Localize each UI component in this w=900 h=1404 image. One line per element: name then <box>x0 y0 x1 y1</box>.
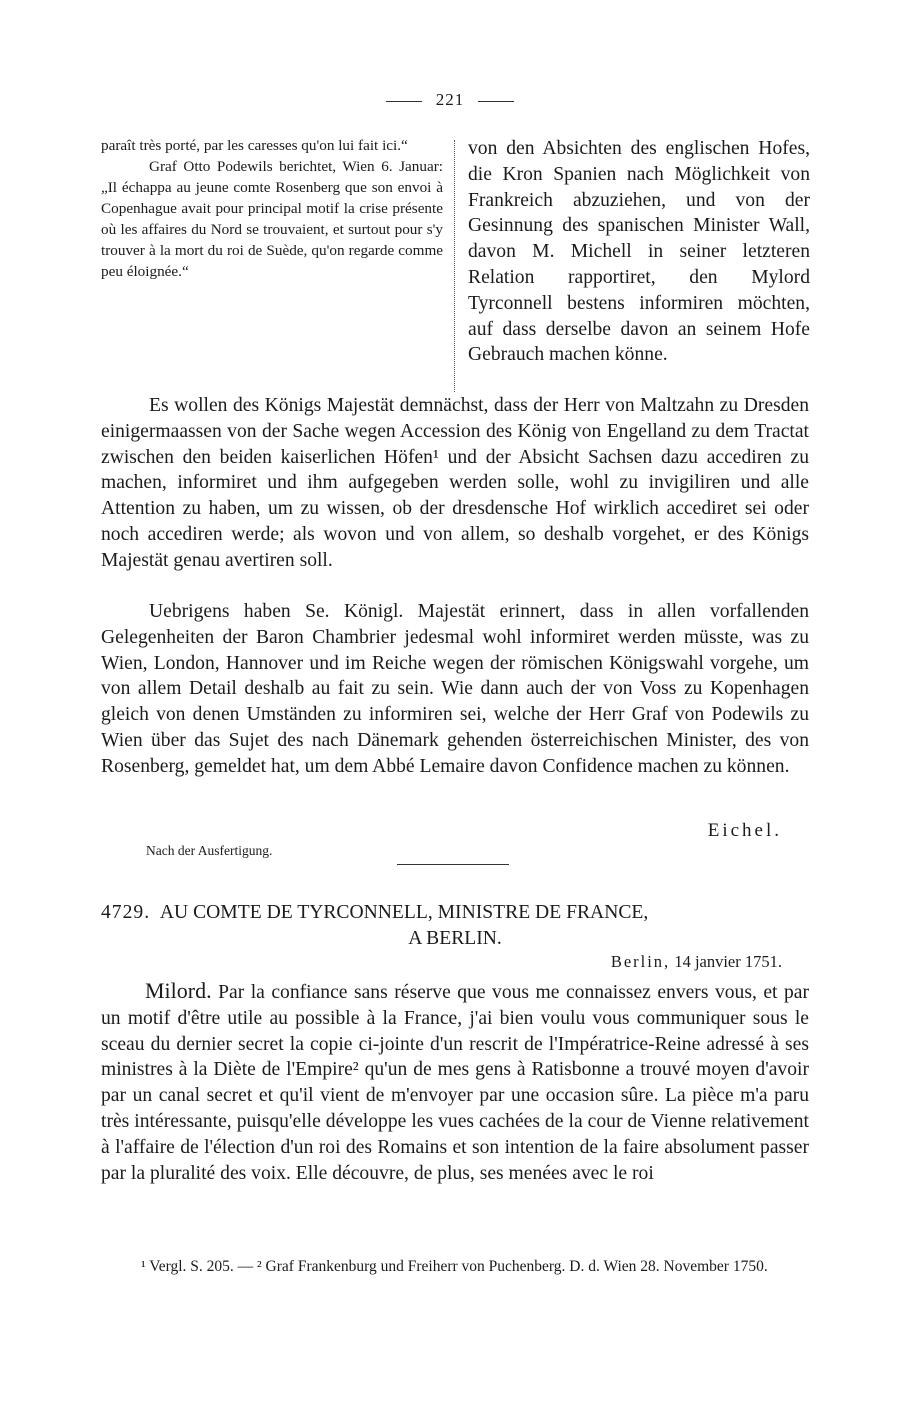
page-number-header <box>0 90 900 110</box>
salutation: Milord. <box>145 978 212 1003</box>
column-divider <box>454 140 455 392</box>
letter-body <box>101 978 809 1186</box>
header-rule-left <box>386 101 422 102</box>
podewils-report: Graf Otto Podewils berichtet, Wien 6. Januar: „Il échappa au jeune comte Rosenberg que son envoi à Copenhague avait pour principal motif la crise présente où les affaires du Nord se trouvaient, et surtout pour s'y trouver à la mort du roi de Suède, qu'on regarde comme peu éloignée.“ <box>101 158 443 280</box>
footnote-text: ¹ Vergl. S. 205. — ² Graf Frankenburg und Freiherr von Puchenberg. D. d. Wien 28. November 1750. <box>141 1258 768 1275</box>
heading-line-2: A BERLIN. <box>408 928 502 949</box>
signature: Eichel. <box>707 820 782 841</box>
right-column-text: von den Absichten des englischen Hofes, die Kron Spanien nach Möglichkeit von Frankreich abzuziehen, und von der Gesinnung des spanischen Minister Wall, davon M. Michell in seiner letzteren Relation rapportiret, den Mylord Tyrconnell bestens informiren möchten, auf dass derselbe davon an seinem Hofe Gebrauch machen könne. <box>468 138 810 366</box>
date-place: Berlin, <box>610 952 671 971</box>
dateline <box>611 952 782 972</box>
paragraph-text: Es wollen des Königs Majestät demnächst, dass der Herr von Maltzahn zu Dresden einigermaassen von der Sache wegen Accession des König von Engelland zu dem Tractat zwischen den beiden kaiserlichen Höfen¹ und der Absicht Sachsen dazu accediren zu machen, informiret und ihm aufgegeben werden solle, wohl zu invigiliren und alle Attention zu haben, um zu wissen, ob der dresdensche Hof wirklich accediret sei oder noch accediren werde; als wovon und von allem, so deshalb vorgehet, er des Königs Majestät genau avertiren soll. <box>101 395 809 571</box>
quote-ending: paraît très porté, par les caresses qu'on lui fait ici.“ <box>101 137 408 154</box>
body-paragraph-2 <box>101 599 809 780</box>
page-number: 221 <box>435 90 465 109</box>
source-note: Nach der Ausfertigung. <box>146 843 273 858</box>
letter-title: AU COMTE DE TYRCONNELL, MINISTRE DE FRANCE, <box>159 902 649 923</box>
letter-paragraph <box>101 978 809 1186</box>
paragraph-text: Uebrigens haben Se. Königl. Majestät erinnert, dass in allen vorfallenden Gelegenheiten der Baron Chambrier jedesmal wohl informiret werden müsste, was zu Wien, London, Hannover und im Reiche wegen der römischen Königswahl vorgehe, um von allem Detail deshalb au fait zu sein. Wie dann auch der von Voss zu Kopenhagen gleich von denen Umständen zu informiren sei, welche der Herr Graf von Podewils zu Wien über das Sujet des nach Dänemark gehenden österreichischen Minister, des von Rosenberg, gemeldet hat, um dem Abbé Lemaire davon Confidence machen zu können. <box>101 601 809 777</box>
body-paragraph-1 <box>101 393 809 574</box>
section-rule <box>397 864 509 865</box>
letter-text: Par la confiance sans réserve que vous me connaissez envers vous, et par un motif d'être utile au possible à la France, j'ai bien voulu vous communiquer sous le sceau du dernier secret la copie ci-jointe d'un rescrit de l'Impératrice-Reine adressé à ses ministres à la Diète de l'Empire² qu'un de mes gens à Ratisbonne a trouvé moyen d'avoir par un canal secret et qu'il vient de m'envoyer par une occasion sûre. La pièce m'a paru très intéressante, puisqu'elle développe les vues cachées de la cour de Vienne relativement à l'affaire de l'élection d'un roi des Romains et son intention de la faire absolument passer par la pluralité des voix. Elle découvre, de plus, ses menées avec le roi <box>101 982 809 1184</box>
left-column-note <box>101 135 443 282</box>
footnotes <box>101 1255 809 1278</box>
date: 14 janvier 1751. <box>674 952 782 971</box>
heading-line-1 <box>101 900 809 926</box>
letter-number: 4729. <box>101 902 151 923</box>
letter-heading <box>101 900 809 952</box>
header-rule-right <box>478 101 514 102</box>
